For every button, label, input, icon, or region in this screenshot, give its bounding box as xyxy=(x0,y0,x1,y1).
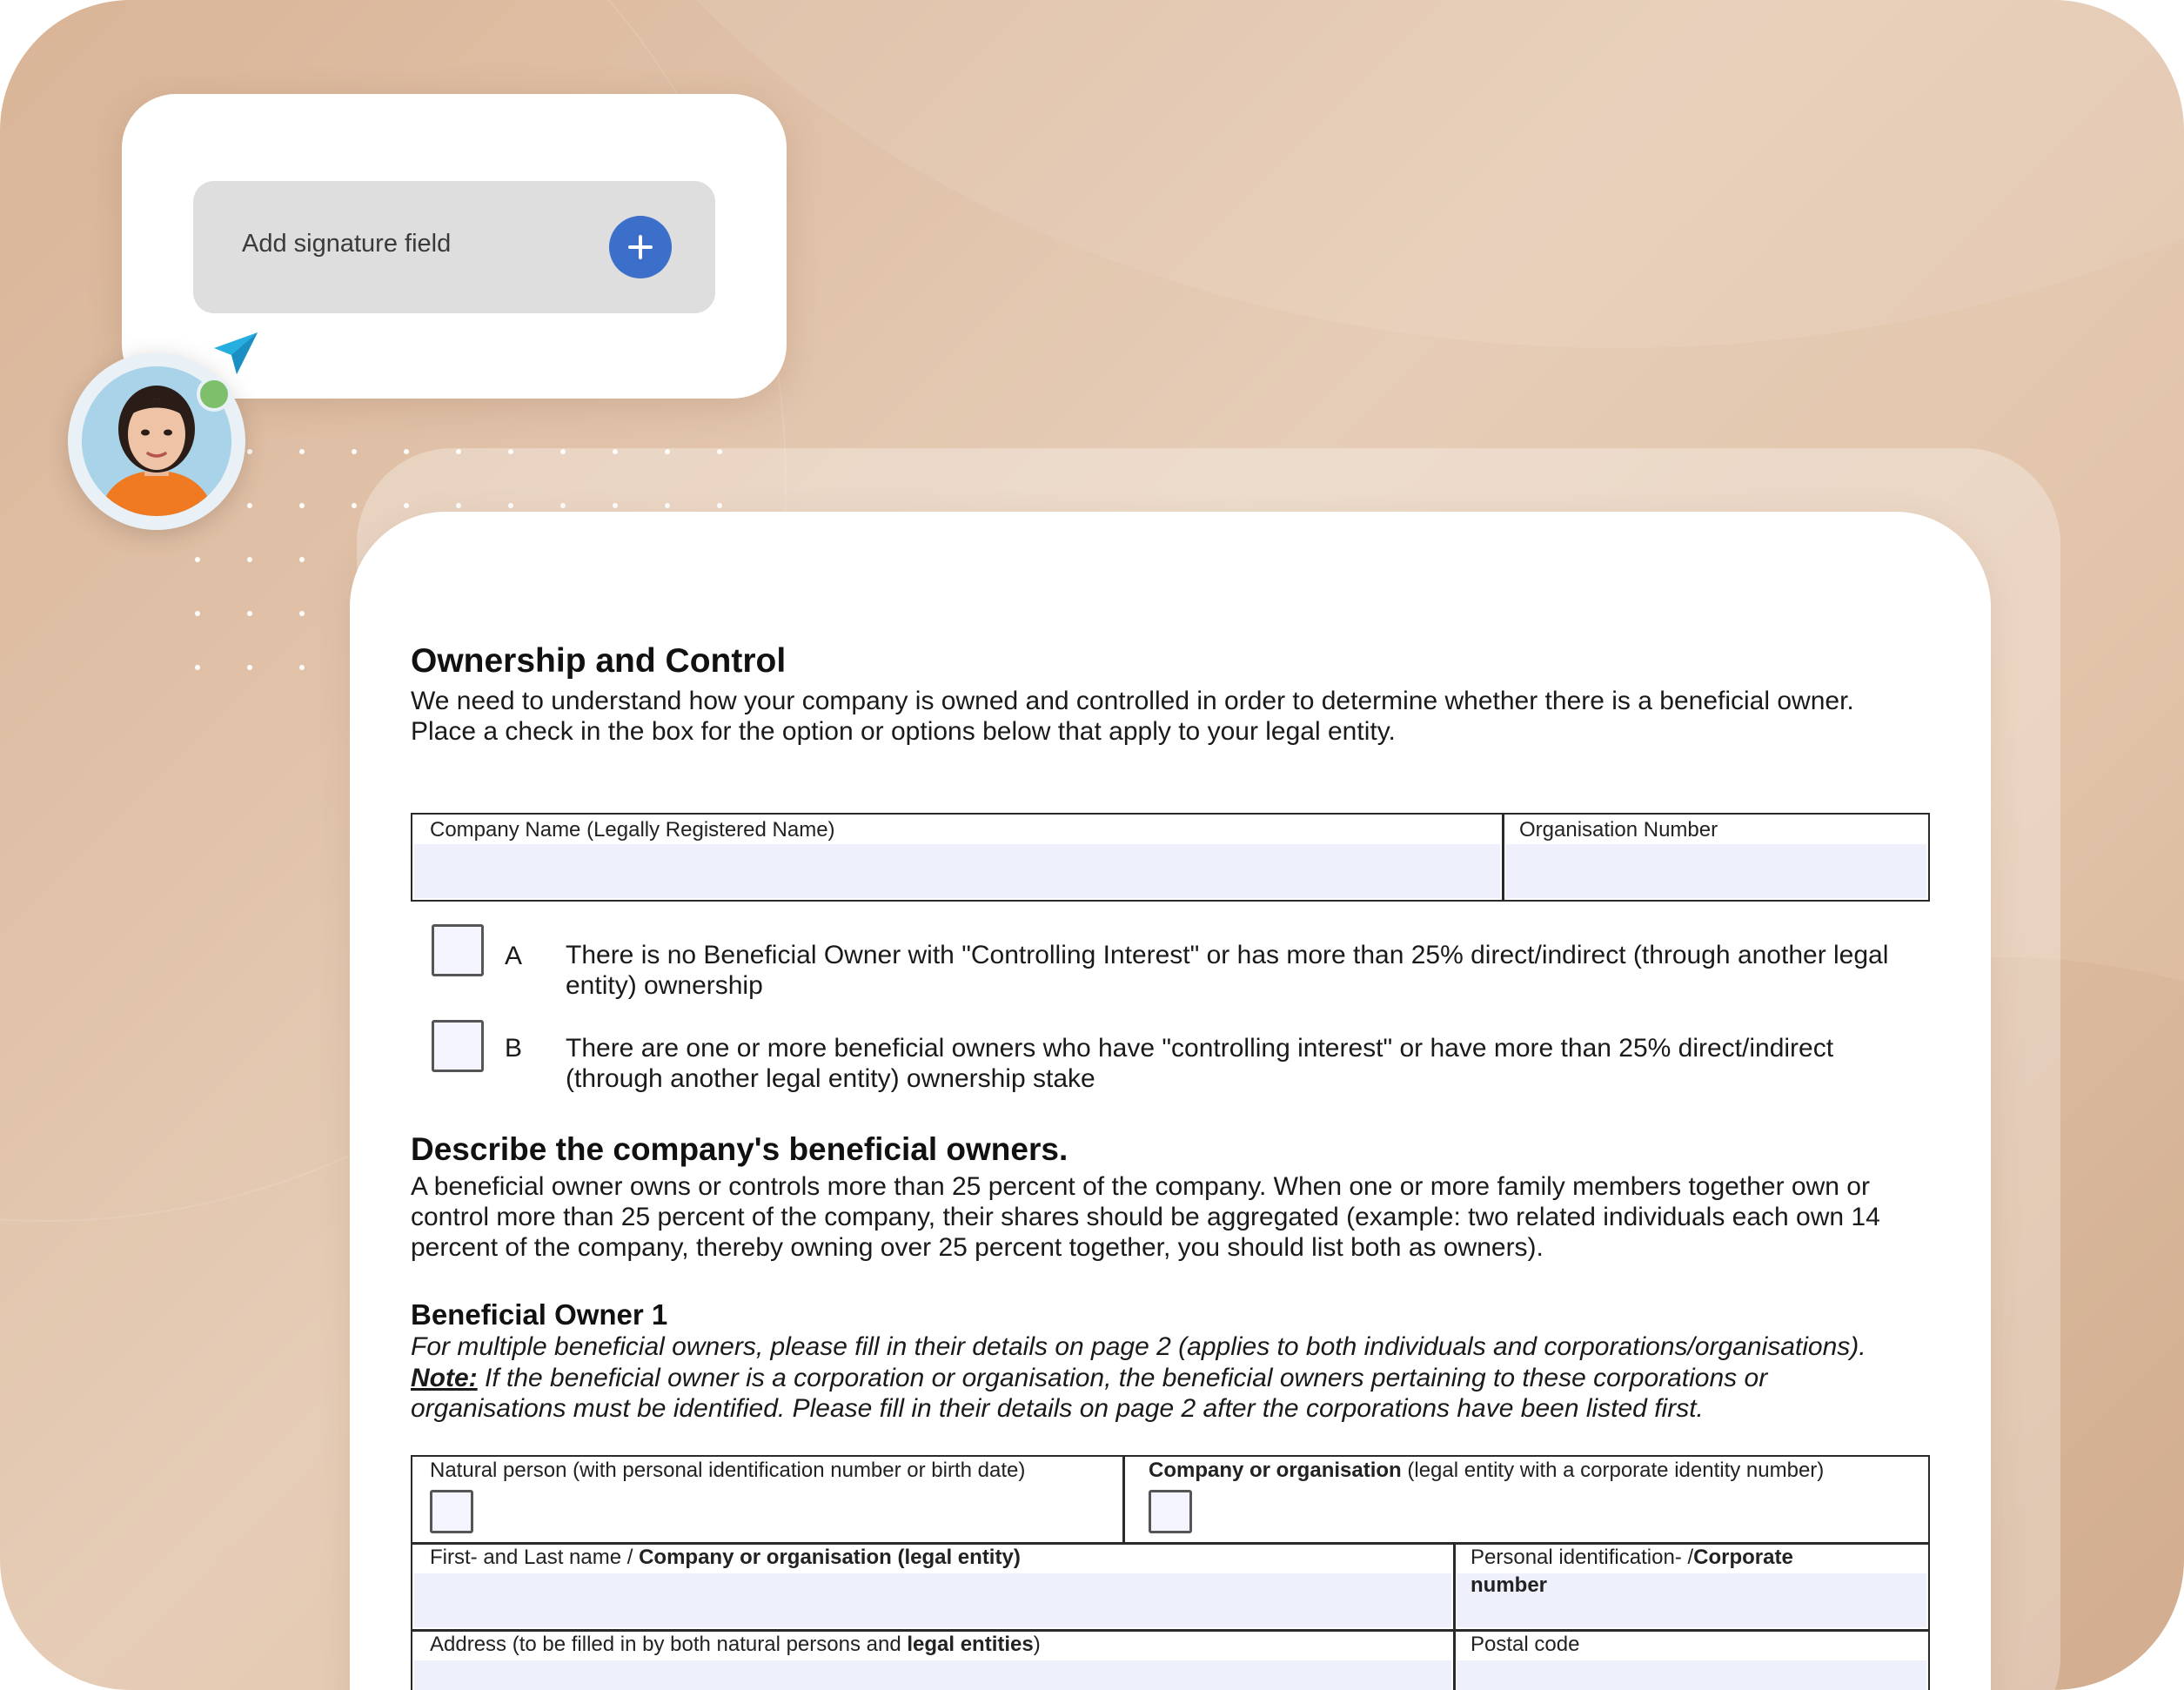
decorative-dot xyxy=(404,449,409,454)
add-signature-field-label: Add signature field xyxy=(242,230,452,258)
beneficial-owner-heading: Beneficial Owner 1 xyxy=(411,1298,668,1331)
company-organisation-label-bold: Company or organisation xyxy=(1149,1459,1402,1482)
intro-line-1: We need to understand how your company is owned and controlled in order to determine whether there is a beneficial owner. xyxy=(411,687,1854,715)
personal-id-label-bold: Corporate xyxy=(1693,1546,1793,1569)
decorative-dot xyxy=(247,665,252,670)
describe-line-3: percent of the company, thereby owning over 25 percent together, you should list both as owners). xyxy=(411,1233,1544,1262)
decorative-dot xyxy=(299,557,305,562)
owner-line-2: If the beneficial owner is a corporation or organisation, the beneficial owners pertaining to these corporations or xyxy=(477,1364,1768,1392)
option-b-line-2: (through another legal entity) ownership stake xyxy=(566,1064,1095,1093)
company-organisation-checkbox[interactable] xyxy=(1149,1490,1192,1533)
decorative-dot xyxy=(560,449,566,454)
address-label-bold: legal entities xyxy=(907,1633,1034,1656)
owner-table xyxy=(411,1455,1930,1690)
decorative-dot xyxy=(352,503,357,508)
decorative-dot xyxy=(299,503,305,508)
document-title: Ownership and Control xyxy=(411,642,787,680)
postal-code-input[interactable] xyxy=(1457,1660,1926,1690)
address-label-plain: Address (to be filled in by both natural persons and xyxy=(430,1633,908,1656)
decorative-dot xyxy=(299,611,305,616)
decorative-dot xyxy=(717,503,722,508)
company-organisation-label-rest: (legal entity with a corporate identity number) xyxy=(1401,1459,1825,1482)
name-label-plain: First- and Last name / xyxy=(430,1546,640,1569)
add-signature-field-button[interactable] xyxy=(193,181,715,313)
address-input[interactable] xyxy=(414,1660,1451,1690)
decorative-dot xyxy=(717,449,722,454)
company-name-input[interactable] xyxy=(414,844,1500,898)
decorative-dot xyxy=(195,665,200,670)
decorative-dot xyxy=(247,611,252,616)
decorative-dot xyxy=(508,449,513,454)
online-status-indicator xyxy=(197,377,231,412)
intro-line-2: Place a check in the box for the option or options below that apply to your legal entity. xyxy=(411,717,1396,746)
decorative-dot xyxy=(352,449,357,454)
add-button[interactable] xyxy=(609,216,672,278)
option-b-letter: B xyxy=(505,1034,523,1063)
decorative-dot xyxy=(665,503,670,508)
option-b-checkbox[interactable] xyxy=(432,1020,484,1072)
decorative-dot xyxy=(247,503,252,508)
note-label: Note: xyxy=(411,1364,478,1392)
decorative-dot xyxy=(456,503,461,508)
document-page xyxy=(350,512,1991,1690)
personal-id-label-bold-2: number xyxy=(1471,1573,1548,1597)
decorative-dot xyxy=(247,557,252,562)
option-a-text xyxy=(566,940,1923,1001)
personal-id-label-plain: Personal identification- / xyxy=(1471,1546,1694,1569)
user-avatar[interactable] xyxy=(68,352,245,530)
decorative-dot xyxy=(665,449,670,454)
decorative-dot xyxy=(560,503,566,508)
describe-line-2: control more than 25 percent of the company, their shares should be aggregated (example: two related individuals each own 14 xyxy=(411,1203,1880,1231)
name-label-bold: Company or organisation (legal entity) xyxy=(639,1546,1021,1569)
option-a-checkbox[interactable] xyxy=(432,924,484,976)
plus-icon xyxy=(609,216,672,278)
cursor-pointer-icon xyxy=(209,329,261,381)
table-divider xyxy=(1122,1457,1125,1542)
company-table xyxy=(411,813,1930,902)
company-name-label: Company Name (Legally Registered Name) xyxy=(430,818,835,842)
address-label-end: ) xyxy=(1033,1633,1041,1656)
decorative-dot xyxy=(613,449,618,454)
address-label xyxy=(430,1631,1041,1659)
decorative-dot xyxy=(299,449,305,454)
company-organisation-label xyxy=(1149,1457,1824,1485)
organisation-number-input[interactable] xyxy=(1505,844,1926,898)
owner-line-1: For multiple beneficial owners, please fill in their details on page 2 (applies to both individuals and corporations/organisations). xyxy=(411,1332,1866,1361)
option-b-line-1: There are one or more beneficial owners who have "controlling interest" or have more than 25% direct/indirect xyxy=(566,1034,1834,1063)
owner-note xyxy=(411,1363,1767,1393)
decorative-dot xyxy=(247,449,252,454)
option-a-line-1: There is no Beneficial Owner with "Controlling Interest" or has more than 25% direct/indirect (through another legal xyxy=(566,941,1889,969)
decorative-dot xyxy=(613,503,618,508)
postal-code-label: Postal code xyxy=(1471,1633,1580,1656)
decorative-dot xyxy=(456,449,461,454)
table-divider xyxy=(1502,815,1504,900)
name-label xyxy=(430,1544,1021,1572)
personal-id-label xyxy=(1471,1544,1793,1599)
option-b-text xyxy=(566,1033,1923,1094)
option-a-letter: A xyxy=(505,942,523,970)
decorative-dot xyxy=(299,665,305,670)
table-divider xyxy=(1453,1542,1456,1690)
decorative-dot xyxy=(195,557,200,562)
owner-line-3: organisations must be identified. Please fill in their details on page 2 after the corporations have been listed first. xyxy=(411,1394,1704,1423)
decorative-dot xyxy=(508,503,513,508)
decorative-dot xyxy=(404,503,409,508)
natural-person-label: Natural person (with personal identification number or birth date) xyxy=(430,1459,1026,1482)
organisation-number-label: Organisation Number xyxy=(1519,818,1718,842)
option-a-line-2: entity) ownership xyxy=(566,971,763,1000)
decorative-dot xyxy=(195,611,200,616)
describe-heading: Describe the company's beneficial owners. xyxy=(411,1131,1069,1167)
natural-person-checkbox[interactable] xyxy=(430,1490,473,1533)
name-input[interactable] xyxy=(414,1573,1451,1627)
describe-line-1: A beneficial owner owns or controls more than 25 percent of the company. When one or more family members together own or xyxy=(411,1172,1870,1201)
